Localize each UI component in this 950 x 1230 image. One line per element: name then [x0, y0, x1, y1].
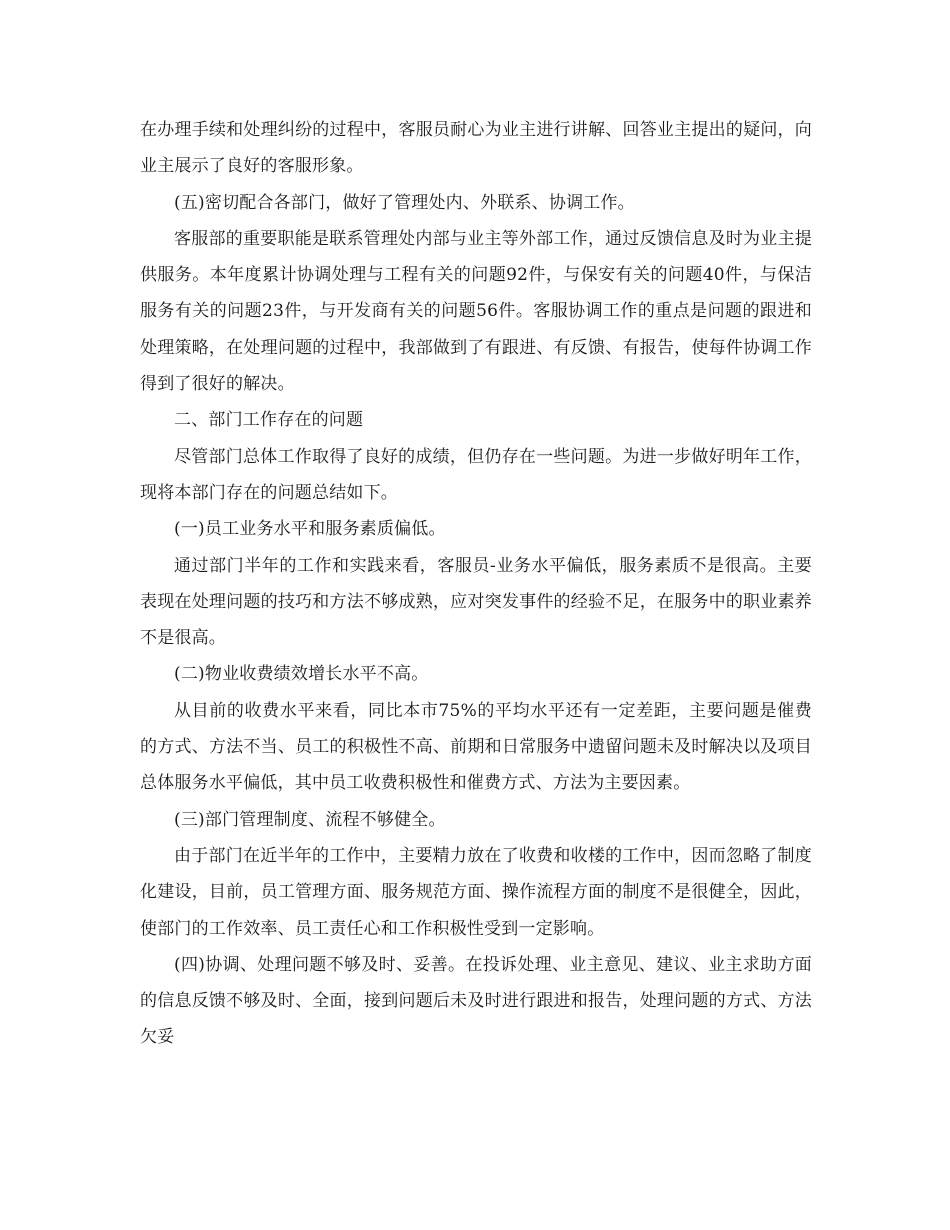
- paragraph-fee-collection: 从目前的收费水平来看，同比本市75%的平均水平还有一定差距，主要问题是催费的方式、方法不当、员工的积极性不高、前期和日常服务中遗留问题未及时解决以及项目总体服务水平偏低，其中员工收费积极性和催费方式、方法为主要因素。: [140, 700, 812, 794]
- document-body: [140, 112, 812, 1056]
- section-heading-2: (二)物业收费绩效增长水平不高。: [174, 664, 429, 685]
- paragraph-management-system: 由于部门在近半年的工作中，主要精力放在了收费和收楼的工作中，因而忽略了制度化建设，目前，员工管理方面、服务规范方面、操作流程方面的制度不是很健全，因此，使部门的工作效率、员工责任心和工作积极性受到一定影响。: [140, 845, 812, 939]
- section-heading-3: (三)部门管理制度、流程不够健全。: [174, 809, 446, 830]
- section-heading-5: (五)密切配合各部门，做好了管理处内、外联系、协调工作。: [174, 192, 635, 213]
- section-heading-1: (一)员工业务水平和服务素质偏低。: [174, 519, 446, 540]
- paragraph-problems-intro: 尽管部门总体工作取得了良好的成绩，但仍存在一些问题。为进一步做好明年工作，现将本部门存在的问题总结如下。: [140, 446, 812, 503]
- paragraph-coordination: 客服部的重要职能是联系管理处内部与业主等外部工作，通过反馈信息及时为业主提供服务。本年度累计协调处理与工程有关的问题92件，与保安有关的问题40件，与保洁服务有关的问题23件，与开发商有关的问题56件。客服协调工作的重点是问题的跟进和处理策略，在处理问题的过程中，我部做到了有跟进、有反馈、有报告，使每件协调工作得到了很好的解决。: [140, 228, 812, 395]
- paragraph-coordination-issues: (四)协调、处理问题不够及时、妥善。在投诉处理、业主意见、建议、业主求助方面的信息反馈不够及时、全面，接到问题后未及时进行跟进和报告，处理问题的方式、方法欠妥: [140, 954, 812, 1048]
- chapter-heading-2: 二、部门工作存在的问题: [174, 410, 364, 431]
- paragraph-continuation: 在办理手续和处理纠纷的过程中，客服员耐心为业主进行讲解、回答业主提出的疑问，向业主展示了良好的客服形象。: [140, 120, 812, 177]
- paragraph-staff-level: 通过部门半年的工作和实践来看，客服员-业务水平偏低，服务素质不是很高。主要表现在处理问题的技巧和方法不够成熟，应对突发事件的经验不足，在服务中的职业素养不是很高。: [140, 555, 812, 649]
